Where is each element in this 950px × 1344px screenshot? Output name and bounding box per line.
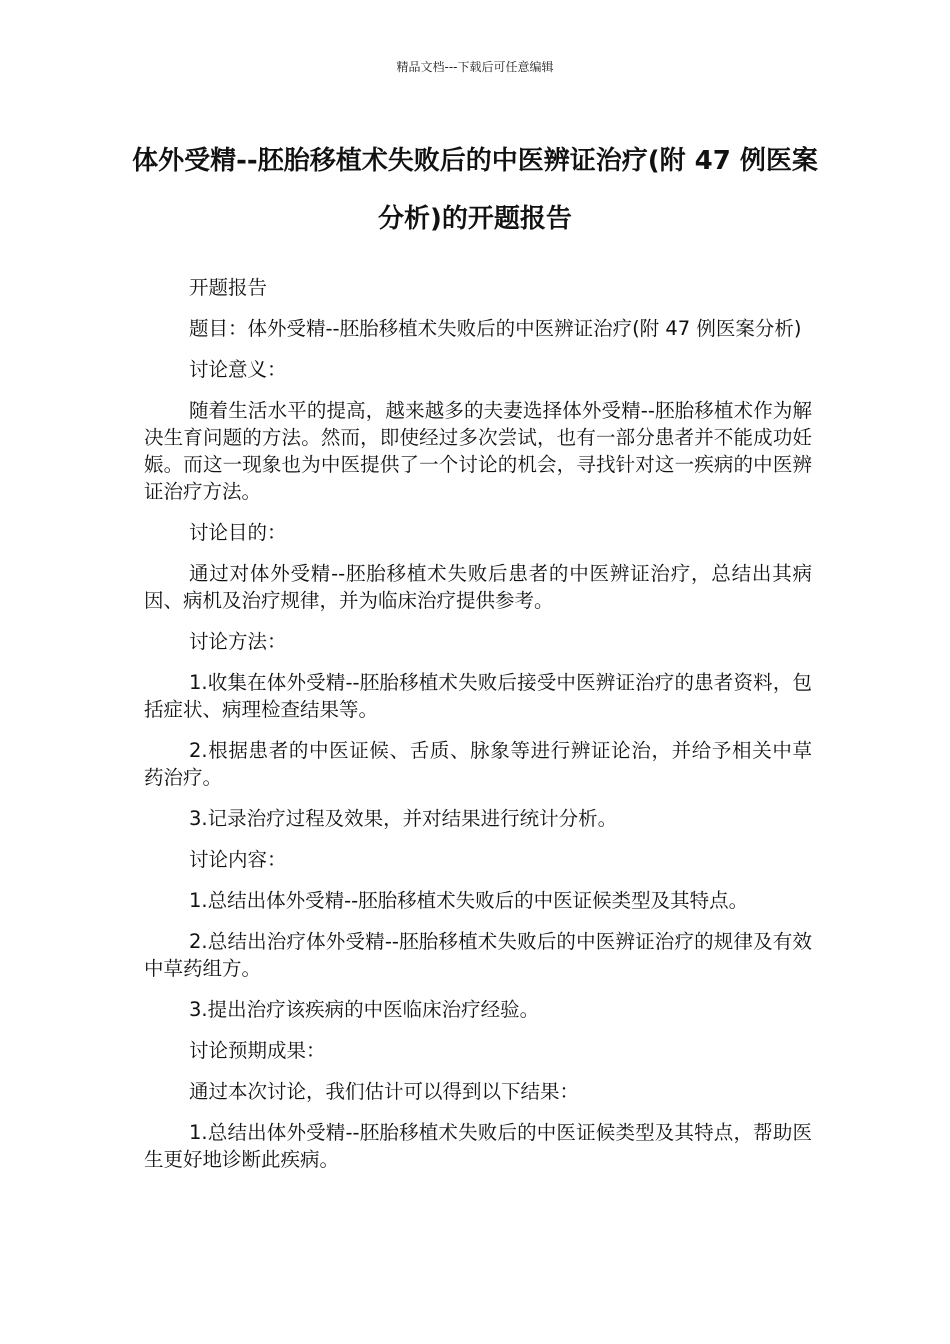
paragraph-method-1: 1.收集在体外受精--胚胎移植术失败后接受中医辨证治疗的患者资料，包括症状、病理检查结果等。 [144,671,812,721]
paragraph-purpose: 通过对体外受精--胚胎移植术失败后患者的中医辨证治疗，总结出其病因、病机及治疗规律，并为临床治疗提供参考。 [144,562,812,612]
paragraph-expected-intro: 通过本次讨论，我们估计可以得到以下结果： [189,1080,580,1103]
paragraph-report-label: 开题报告 [189,276,268,299]
heading-purpose: 讨论目的： [189,521,287,544]
paragraph-significance: 随着生活水平的提高，越来越多的夫妻选择体外受精--胚胎移植术作为解决生育问题的方法。然而，即使经过多次尝试，也有一部分患者并不能成功妊娠。而这一现象也为中医提供了一个讨论的机会，寻找针对这一疾病的中医辨证治疗方法。 [144,399,812,503]
paragraph-content-2: 2.总结出治疗体外受精--胚胎移植术失败后的中医辨证治疗的规律及有效中草药组方。 [144,930,812,980]
paragraph-topic: 题目：体外受精--胚胎移植术失败后的中医辨证治疗(附 47 例医案分析) [189,317,802,340]
heading-content: 讨论内容： [189,848,287,871]
paragraph-content-1: 1.总结出体外受精--胚胎移植术失败后的中医证候类型及其特点。 [189,889,749,912]
paragraph-method-3: 3.记录治疗过程及效果，并对结果进行统计分析。 [189,807,618,830]
paragraph-expected-1: 1.总结出体外受精--胚胎移植术失败后的中医证候类型及其特点，帮助医生更好地诊断此疾病。 [144,1121,812,1171]
heading-expected-results: 讨论预期成果： [189,1039,326,1062]
heading-methods: 讨论方法： [189,630,287,653]
paragraph-method-2: 2.根据患者的中医证候、舌质、脉象等进行辨证论治，并给予相关中草药治疗。 [144,739,812,789]
heading-significance: 讨论意义： [189,358,287,381]
document-title: 体外受精--胚胎移植术失败后的中医辨证治疗(附 47 例医案分析)的开题报告 [132,146,818,234]
document-body [144,274,812,1187]
paragraph-content-3: 3.提出治疗该疾病的中医临床治疗经验。 [189,998,540,1021]
header-note: 精品文档---下载后可任意编辑 [396,60,554,74]
